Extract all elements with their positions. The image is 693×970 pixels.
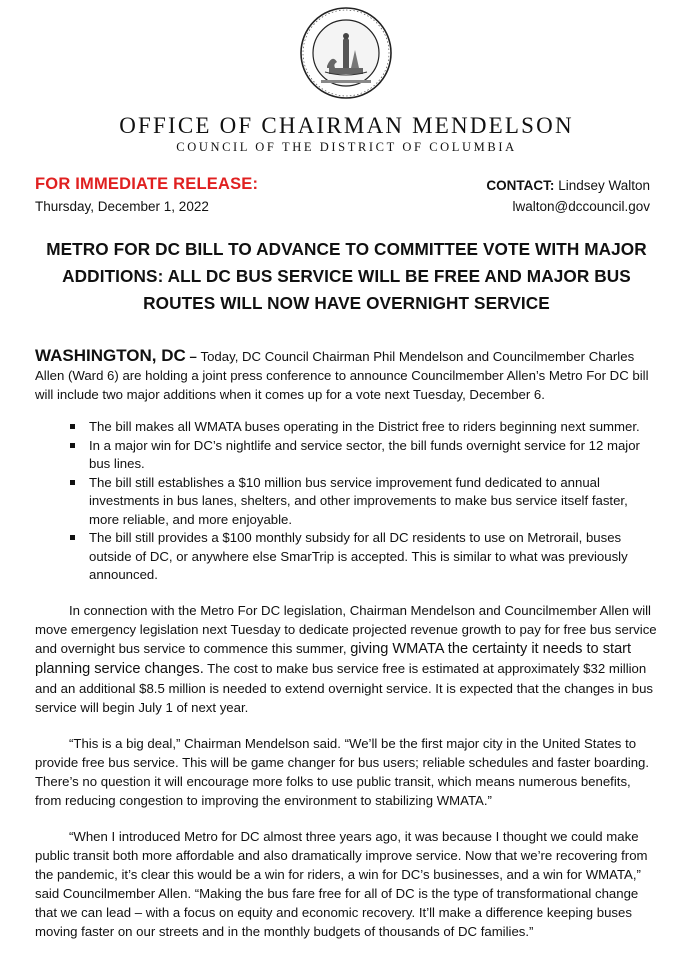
paragraph1-part3: The cost to make bus service free is estimated at approximately $32 million and an additional $8.5 million is needed to extend overnight service. It is expected that the changes in bus service will begin July 1 of next year.: [35, 660, 654, 715]
release-label: FOR IMMEDIATE RELEASE:: [35, 175, 259, 193]
release-date: Thursday, December 1, 2022: [35, 199, 209, 214]
lead-paragraph: [35, 346, 660, 404]
headline: METRO FOR DC BILL TO ADVANCE TO COMMITTEE VOTE WITH MAJOR ADDITIONS: ALL DC BUS SERVICE WILL BE FREE AND MAJOR BUS ROUTES WILL NOW HAVE OVERNIGHT SERVICE: [46, 239, 647, 313]
contact-label: CONTACT:: [486, 178, 555, 193]
list-item: The bill makes all WMATA buses operating in the District free to riders beginning next summer.: [89, 418, 660, 437]
district-seal-logo: [299, 6, 393, 100]
office-title: OFFICE OF CHAIRMAN MENDELSON: [119, 113, 574, 138]
list-item: The bill still establishes a $10 million bus service improvement fund dedicated to annual investments in bus lanes, shelters, and other improvements to make bus service itself faster, more reliable, and more enjoyable.: [89, 474, 660, 530]
paragraph1-part1: In connection with the Metro For DC legislation, Chairman Mendelson and Councilmember Allen will move emergency legislation next Tuesday to dedicate projected revenue growth to pay for free bus service and overnight bus service to commence this summer,: [35, 602, 657, 656]
list-item: The bill still provides a $100 monthly subsidy for all DC residents to use on Metrorail, buses outside of DC, or anywhere else SmarTrip is accepted. This is similar to what was previously announced.: [89, 529, 660, 585]
contact-line: [486, 178, 650, 193]
contact-name: Lindsey Walton: [558, 178, 650, 193]
press-release-body: [35, 346, 660, 958]
key-points-list: [35, 418, 660, 585]
paragraph-mendelson-quote: “This is a big deal,” Chairman Mendelson said. “We’ll be the first major city in the United States to provide free bus service. This will be game changer for bus users; reliable schedules and faster boarding. There’s no question it will encourage more folks to use public transit, which means numerous benefits, from reducing congestion to improving the environment to stabilizing WMATA.”: [35, 735, 650, 808]
paragraph-allen-quote: “When I introduced Metro for DC almost three years ago, it was because I thought we could make public transit both more affordable and also dramatically improve service. Now that we’re recovering from the pandemic, it’s clear this would be a win for riders, a win for DC’s businesses, and a win for WMATA,” said Councilmember Allen. “Making the bus fare free for all of DC is the type of transformational change that we can lead – with a focus on equity and economic recovery. It’ll make a difference keeping buses moving faster on our streets and in the monthly budgets of thousands of DC families.”: [35, 828, 648, 939]
paragraph-emergency-legislation: [35, 601, 660, 717]
dateline: WASHINGTON, DC: [35, 346, 186, 365]
list-item: In a major win for DC’s nightlife and service sector, the bill funds overnight service for 12 major bus lines.: [89, 437, 660, 474]
paragraph1-part2: giving WMATA the certainty it needs to start planning service changes.: [35, 640, 632, 677]
contact-email: lwalton@dccouncil.gov: [512, 199, 650, 214]
dateline-dash: –: [185, 349, 201, 364]
office-subtitle: COUNCIL OF THE DISTRICT OF COLUMBIA: [176, 140, 517, 154]
lead-text: Today, DC Council Chairman Phil Mendelson and Councilmember Charles Allen (Ward 6) are holding a joint press conference to announce Councilmember Allen’s Metro For DC bill will include two major additions when it comes up for a vote next Tuesday, December 6.: [35, 349, 649, 402]
